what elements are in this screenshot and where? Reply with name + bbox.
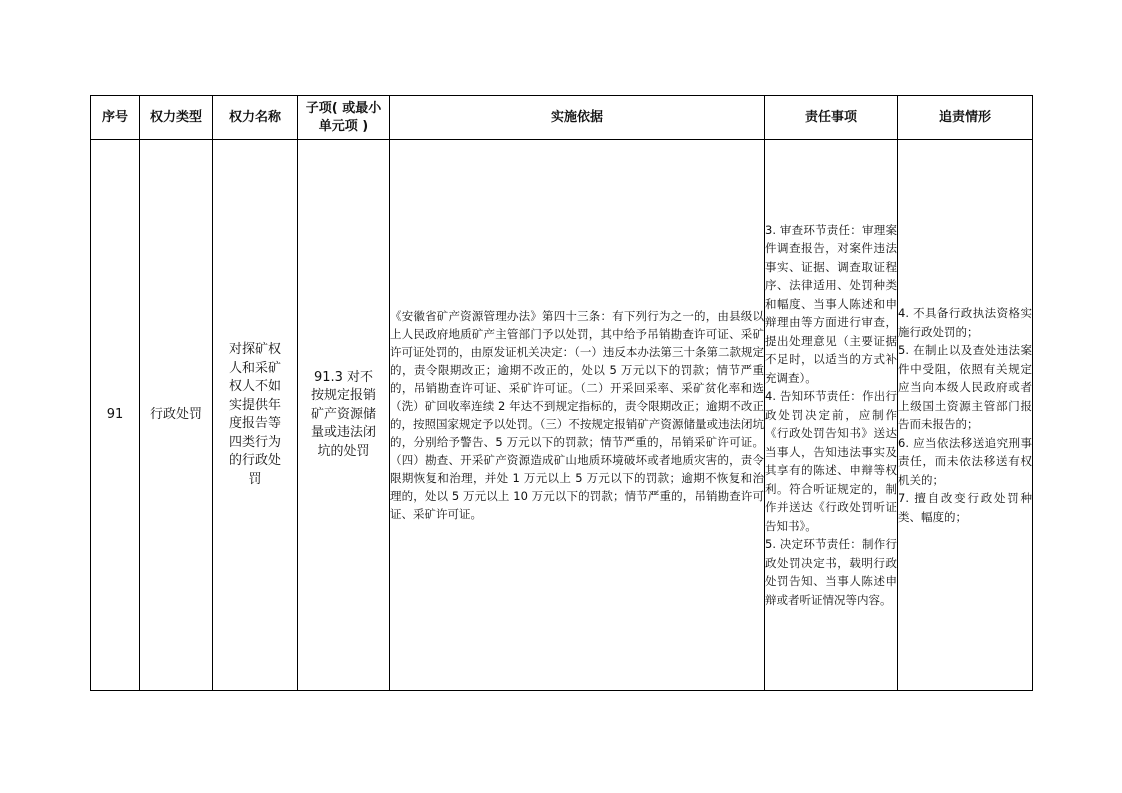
responsibility-item: 3. 审查环节责任：审理案件调查报告，对案件违法事实、证据、调查取证程序、法律适用、处罚种类和幅度、当事人陈述和申辩理由等方面进行审查，提出处理意见（主要证据不足时，以适当的方式补充调查）。	[765, 222, 897, 385]
cell-basis: 《安徽省矿产资源管理办法》第四十三条：有下列行为之一的，由县级以上人民政府地质矿产主管部门予以处罚，其中给予吊销勘查许可证、采矿许可证处罚的，由原发证机关决定：（一）违反本办法第三十条第二款规定的，责令限期改正；逾期不改正的，处以 5 万元以下的罚款；情节严重的，吊销勘查许可证、采矿许可证。（二）开采回采率、采矿贫化率和选（洗）矿回收率连续 2 年达不到规定指标的，责令限期改正；逾期不改正的，按照国家规定予以处罚。（三）不按规定报销矿产资源储量或违法闭坑的，分别给予警告、5 万元以下的罚款；情节严重的，吊销采矿许可证。（四）勘查、开采矿产资源造成矿山地质环境破坏或者地质灾害的，责令限期恢复和治理，并处 1 万元以上 5 万元以下的罚款；逾期不恢复和治理的，处以 5 万元以上 10 万元以下的罚款；情节严重的，吊销勘查许可证、采矿许可证。	[390, 140, 765, 691]
header-basis: 实施依据	[390, 96, 765, 140]
cell-power-name: 对探矿权人和采矿权人不如实提供年度报告等四类行为的行政处罚	[213, 140, 298, 691]
header-power-type: 权力类型	[140, 96, 213, 140]
power-list-table	[90, 95, 1033, 691]
header-row	[91, 96, 1033, 140]
header-accountability: 追责情形	[898, 96, 1033, 140]
header-responsibility: 责任事项	[765, 96, 898, 140]
header-power-name: 权力名称	[213, 96, 298, 140]
responsibility-item: 4. 告知环节责任：作出行政处罚决定前，应制作《行政处罚告知书》送达当事人，告知违法事实及其享有的陈述、申辩等权利。符合听证规定的，制作并送达《行政处罚听证告知书》。	[765, 389, 897, 533]
responsibility-item: 5. 决定环节责任：制作行政处罚决定书，载明行政处罚告知、当事人陈述申辩或者听证情况等内容。	[765, 537, 897, 607]
cell-seq: 91	[91, 140, 140, 691]
accountability-item: 5. 在制止以及查处违法案件中受阻，依照有关规定应当向本级人民政府或者上级国土资源主管部门报告而未报告的；	[898, 343, 1032, 431]
cell-responsibility	[765, 140, 898, 691]
header-sub-item: 子项( 或最小单元项 )	[298, 96, 390, 140]
cell-sub-item: 91.3 对不按规定报销矿产资源储量或违法闭坑的处罚	[298, 140, 390, 691]
accountability-item: 6. 应当依法移送追究刑事责任，而未依法移送有权机关的；	[898, 435, 1032, 487]
header-seq: 序号	[91, 96, 140, 140]
accountability-item: 4. 不具备行政执法资格实施行政处罚的；	[898, 306, 1032, 339]
cell-accountability	[898, 140, 1033, 691]
table-row	[91, 140, 1033, 691]
cell-power-type: 行政处罚	[140, 140, 213, 691]
accountability-item: 7. 擅自改变行政处罚种类、幅度的；	[898, 491, 1032, 524]
